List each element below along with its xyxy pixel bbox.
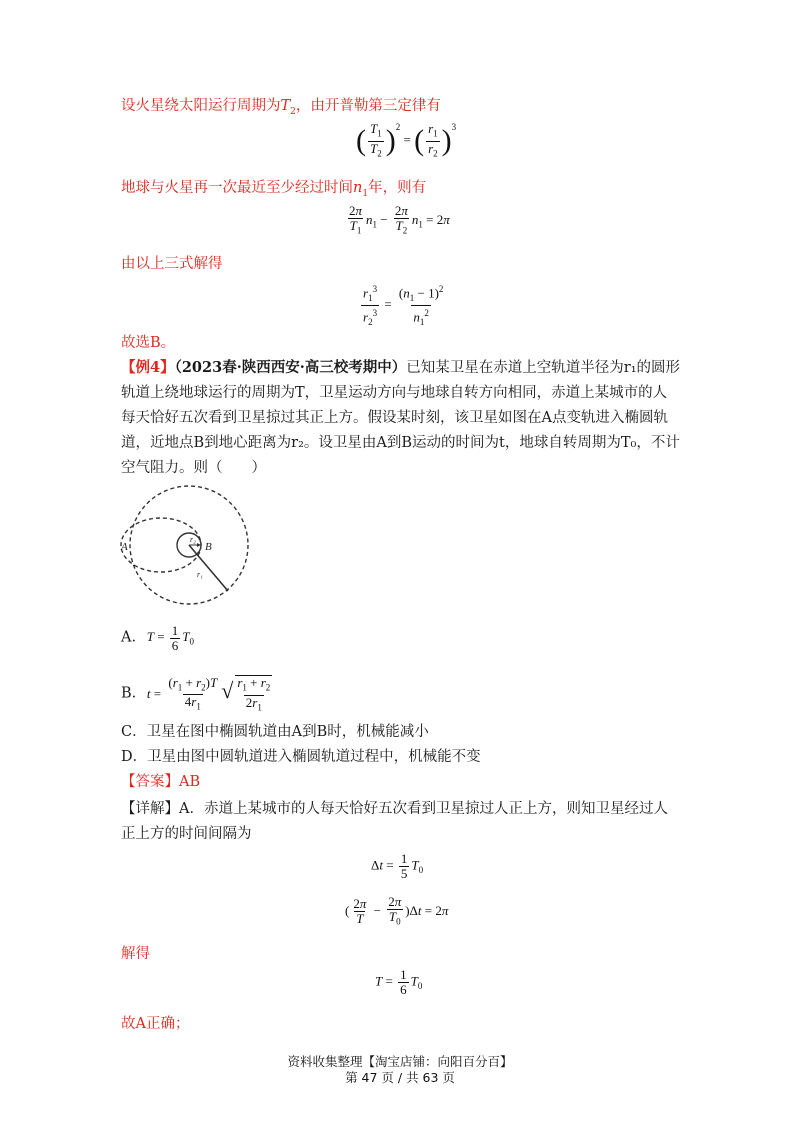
solution-line-time — [121, 178, 426, 204]
solution-choice: 故选B。 — [121, 335, 176, 351]
solution-line-period-text: 设火星绕太阳运行周期为 — [121, 98, 281, 114]
analysis-solve: 解得 — [121, 946, 150, 962]
var-n-sub: 1 — [362, 188, 369, 199]
analysis-conclusion: 故A正确； — [121, 1016, 190, 1032]
example-tag: 【例4】 — [121, 359, 175, 376]
option-b-formula: t = $\frac{(r_1 + r_2)T}{4r_1}$ √ $\frac{r_1 + r_2}{2r_1}$ — [146, 674, 271, 713]
option-b-label: B. — [121, 685, 137, 702]
analysis-text: 【详解】A．赤道上某城市的人每天恰好五次看到卫星掠过人正上方，则知卫星经过人正上方的时间间隔为 — [121, 801, 668, 842]
answer: 【答案】AB — [121, 774, 201, 790]
option-d: D．卫星由图中圆轨道进入椭圆轨道过程中，机械能不变 — [121, 749, 481, 765]
label-r1: r₁ — [197, 570, 203, 579]
label-A: A — [121, 541, 128, 553]
label-r2: r₂ — [190, 535, 196, 544]
var-n: n — [353, 180, 363, 196]
label-B: B — [205, 541, 212, 553]
solution-line-time-text: 地球与火星再一次最近至少经过时间 — [121, 180, 353, 196]
footer-source: 资料收集整理【淘宝店铺：向阳百分百】 — [287, 1054, 513, 1069]
equation-kepler: ( $\frac{T_1}{T_2}$ )$^2$ = ( $\frac{r_1}{r_2}$ )$^3$ — [356, 121, 457, 159]
equation-angle: $\frac{2\pi}{T_1}$ $n_1$ − $\frac{2\pi}{T_2}$ $n_1 = 2\pi$ — [349, 203, 450, 236]
var-T: T — [280, 98, 291, 114]
option-a — [121, 623, 195, 653]
solution-line-period-tail: ，由开普勒第三定律有 — [295, 98, 441, 114]
solution-line-period — [121, 96, 441, 122]
example-question — [121, 355, 681, 481]
option-a-label: A. — [121, 629, 137, 646]
orbit-figure — [120, 484, 260, 606]
solution-line-combine: 由以上三式解得 — [121, 256, 223, 272]
equation-period: T = $\frac{1}{6}$ $T_0$ — [375, 967, 423, 997]
equation-relative: ( $\frac{2\pi}{T}$ − $\frac{2\pi}{T_0}$ )Δt = 2π — [345, 894, 449, 927]
option-c: C．卫星在图中椭圆轨道由A到B时，机械能减小 — [121, 724, 429, 740]
option-b — [121, 674, 271, 714]
option-a-formula: T = $\frac{1}{6}$ $T_0$ — [146, 623, 195, 653]
var-sub: 2 — [290, 106, 296, 117]
footer-page-number: 第 47 页 / 共 63 页 — [345, 1070, 455, 1085]
solution-line-time-tail: 年，则有 — [368, 180, 427, 196]
equation-interval: Δt = $\frac{1}{5}$ $T_0$ — [371, 851, 424, 881]
example-source: （2023春·陕西西安·高三校考期中） — [174, 359, 407, 376]
equation-result: $\frac{r_1^3}{r_2^3}$ = $\frac{(n_1 - 1)^2}{n_1^2}$ — [363, 284, 444, 327]
example-body: 已知某卫星在赤道上空轨道半径为r₁的圆形轨道上绕地球运行的周期为T，卫星运动方向与地球自转方向相同，赤道上某城市的人每天恰好五次看到卫星掠过其正上方。假设某时刻，该卫星如图在A点变轨进入椭圆轨道，近地点B到地心距离为r₂。设卫星由A到B运动的时间为t，地球自转周期为T₀，不计空气阻力。则（ ） — [121, 360, 681, 476]
